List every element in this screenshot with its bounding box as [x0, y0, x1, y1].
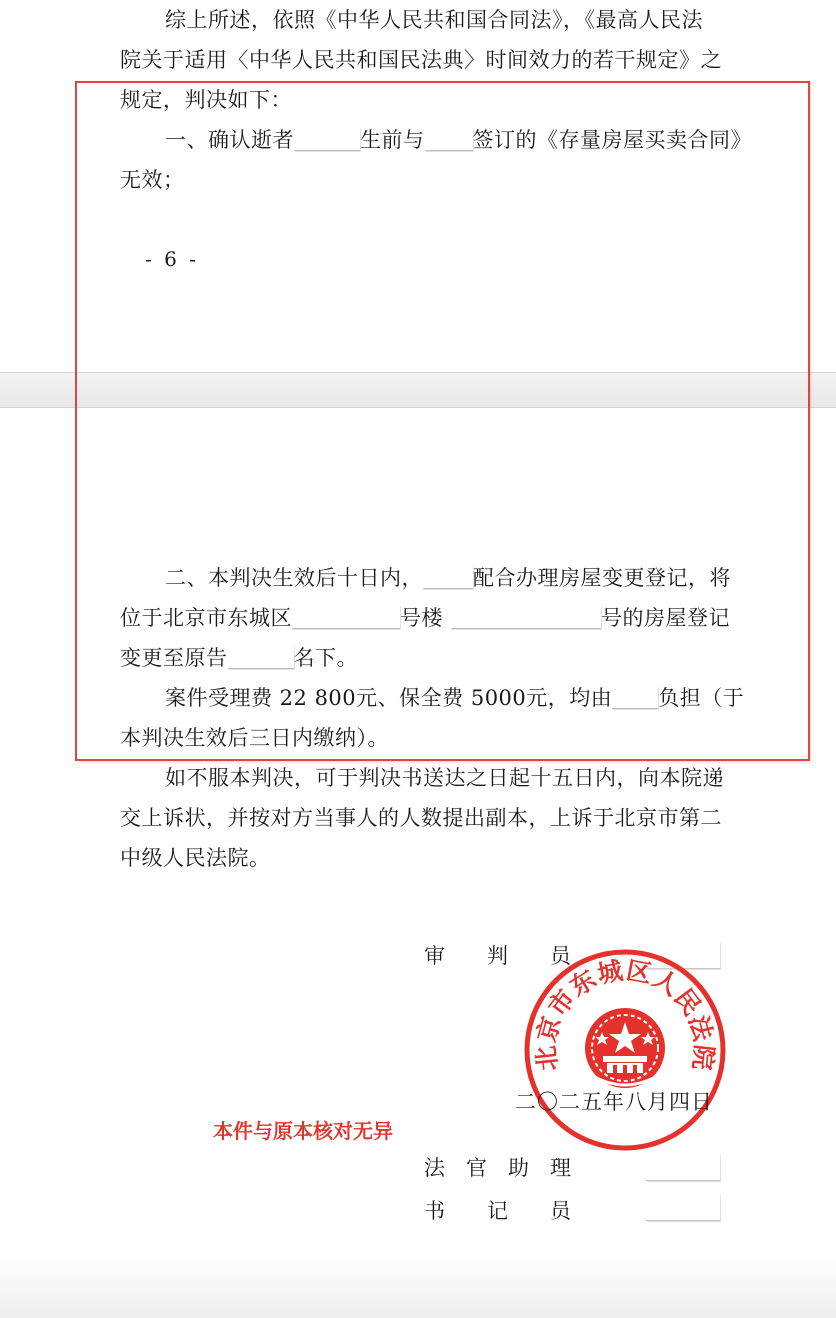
appeal-notice-line-2: 交上诉状，并按对方当事人的人数提出副本，上诉于北京市第二 [120, 806, 722, 830]
judge-assistant-label: 法 官 助 理 [424, 1156, 571, 1180]
judgment-date: 二〇二五年八月四日 [515, 1090, 713, 1114]
ruling-item-2-line-1: 二、本判决生效后十日内， 配合办理房屋变更登记，将 [165, 566, 731, 590]
verification-note: 本件与原本核对无异 [213, 1119, 393, 1143]
judge-label: 审 判 员 [424, 944, 571, 968]
ruling-item-1-line-2: 无效； [120, 168, 185, 192]
appeal-notice-line-3: 中级人民法院。 [120, 846, 271, 870]
court-fee-line-2: 本判决生效后三日内缴纳）。 [120, 726, 389, 750]
redacted-clerk-name [646, 1194, 720, 1221]
appeal-notice-line-1: 如不服本判决，可于判决书送达之日起十五日内，向本院递 [165, 766, 724, 790]
seal-text: 北京市东城区人民法院 [531, 955, 719, 1073]
page-bottom-shade [0, 1255, 836, 1318]
highlight-box [75, 81, 810, 761]
page-number: - 6 - [145, 247, 199, 271]
paragraph-conclusion-line-2: 院关于适用〈中华人民共和国民法典〉时间效力的若干规定》之 [120, 48, 722, 72]
court-fee-line-1: 案件受理费 22 800元、保全费 5000元，均由 负担（于 [165, 686, 745, 710]
court-seal [523, 948, 727, 1152]
redacted-assistant-name [646, 1154, 720, 1181]
ruling-item-2-line-3: 变更至原告 名下。 [120, 646, 358, 670]
ruling-item-1-line-1: 一、确认逝者 生前与 签订的《存量房屋买卖合同》 [165, 128, 752, 152]
paragraph-conclusion-line-1: 综上所述，依照《中华人民共和国合同法》，《最高人民法 [165, 8, 703, 32]
national-emblem-icon [585, 1008, 665, 1088]
ruling-item-2-line-2: 位于北京市东城区 号楼 号的房屋登记 [120, 606, 730, 630]
clerk-label: 书 记 员 [424, 1199, 571, 1223]
paragraph-conclusion-line-3: 规定，判决如下： [120, 88, 292, 112]
